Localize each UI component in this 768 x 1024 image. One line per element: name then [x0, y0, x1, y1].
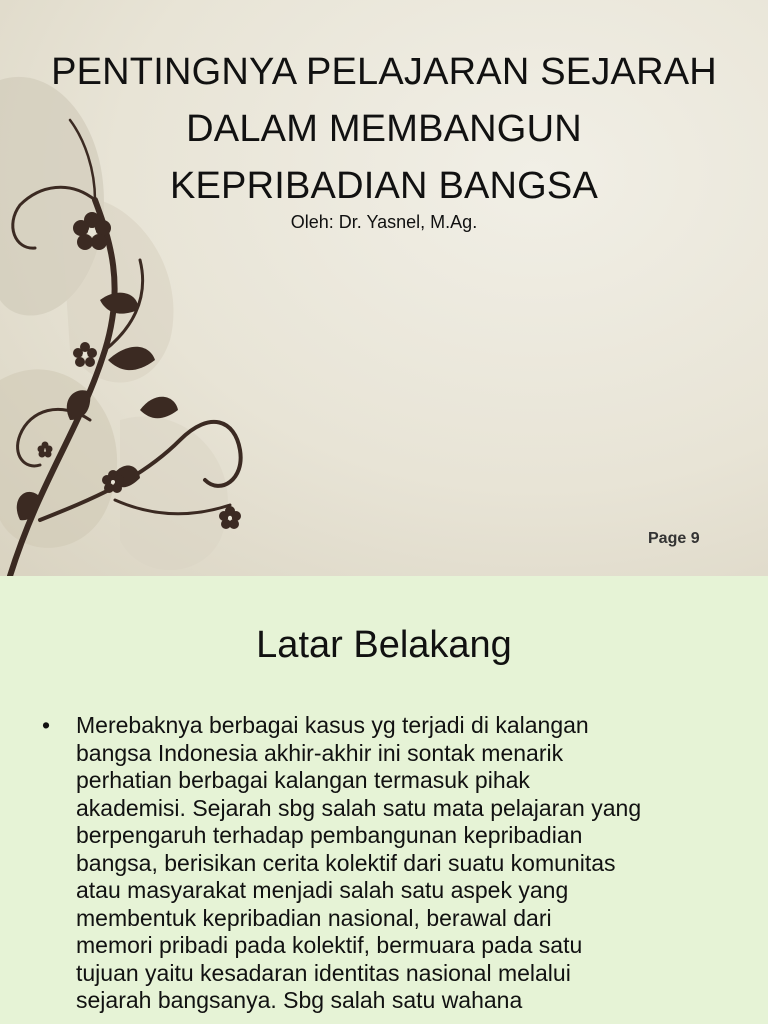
bullet-marker: •	[42, 712, 51, 738]
bullet-line: memori pribadi pada kolektif, bermuara pada satu	[76, 932, 583, 958]
bullet-line: Merebaknya berbagai kasus yg terjadi di kalangan	[76, 712, 589, 738]
title-line-3: KEPRIBADIAN BANGSA	[169, 165, 599, 207]
bullet-line: membentuk kepribadian nasional, berawal dari	[76, 904, 552, 931]
title-line-2: DALAM MEMBANGUN	[186, 108, 582, 150]
bullet-line: berpengaruh terhadap pembangunan kepribadian	[76, 822, 583, 848]
page-number: Page 9	[648, 530, 700, 547]
slide-author: Oleh: Dr. Yasnel, M.Ag.	[290, 212, 478, 232]
bullet-line: atau masyarakat menjadi salah satu aspek yang	[76, 877, 569, 903]
bullet-line: tujuan yaitu kesadaran identitas nasional melalui	[76, 959, 571, 986]
bullet-line: sejarah bangsanya. Sbg salah satu wahana	[76, 987, 523, 1013]
bullet-line: akademisi. Sejarah sbg salah satu mata pelajaran yang	[76, 794, 642, 821]
slide-heading: Latar Belakang	[256, 624, 512, 666]
bullet-line: bangsa, berisikan cerita kolektif dari suatu komunitas	[76, 849, 616, 876]
bullet-line: perhatian berbagai kalangan termasuk pihak	[76, 767, 530, 793]
slide-title	[0, 44, 768, 215]
bullet-line: bangsa Indonesia akhir-akhir ini sontak menarik	[76, 739, 564, 766]
title-line-1: PENTINGNYA PELAJARAN SEJARAH	[51, 51, 717, 93]
bullet-text	[76, 712, 748, 1015]
